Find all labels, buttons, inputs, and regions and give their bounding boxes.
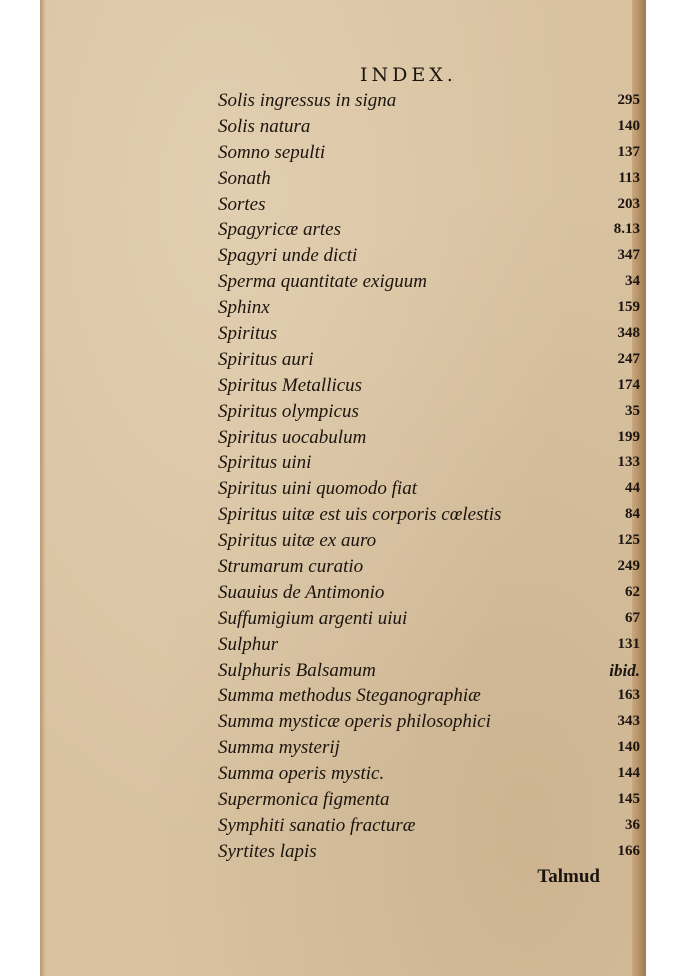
index-entry xyxy=(218,217,640,243)
index-entry xyxy=(218,554,640,580)
index-entry-page: 125 xyxy=(617,532,640,549)
index-entry xyxy=(218,450,640,476)
index-entry xyxy=(218,502,640,528)
index-entry xyxy=(218,140,640,166)
index-entry xyxy=(218,269,640,295)
index-entry-page: 137 xyxy=(617,143,640,160)
index-entry xyxy=(218,528,640,554)
index-entry-page: 159 xyxy=(617,299,640,316)
index-entry-term: Symphiti sanatio fracturæ xyxy=(218,814,416,836)
index-entry-term: Spagyri unde dicti xyxy=(218,245,358,267)
index-entry-term: Spiritus Metallicus xyxy=(218,374,363,396)
index-entry-term: Suauius de Antimonio xyxy=(218,581,385,603)
index-entry-page: 34 xyxy=(625,273,640,290)
index-entry-term: Supermonica figmenta xyxy=(218,789,390,811)
index-entry-page: 163 xyxy=(617,687,640,704)
index-entry-term: Sortes xyxy=(218,193,266,215)
index-entry xyxy=(218,399,640,425)
index-entry-term: Strumarum curatio xyxy=(218,556,364,578)
index-entry-term: Sphinx xyxy=(218,297,270,319)
index-entry-page: 133 xyxy=(617,454,640,471)
index-entry-term: Spiritus uini quomodo fiat xyxy=(218,478,417,500)
index-entry-page: 145 xyxy=(617,791,640,808)
index-entry xyxy=(218,88,640,114)
index-entry-page: 348 xyxy=(617,325,640,342)
index-entry xyxy=(218,347,640,373)
index-entry-page: 113 xyxy=(618,169,640,186)
index-entry-page: 67 xyxy=(625,609,640,626)
index-entry-page: 199 xyxy=(617,428,640,445)
index-entry-term: Spiritus uitæ est uis corporis cœlestis xyxy=(218,504,502,526)
index-entry-page: 44 xyxy=(625,480,640,497)
index-entry-term: Summa methodus Steganographiæ xyxy=(218,685,481,707)
index-entry-page: 84 xyxy=(625,506,640,523)
index-entry-term: Syrtites lapis xyxy=(218,840,317,862)
index-entry-page: 140 xyxy=(617,739,640,756)
index-entry-term: Summa operis mystic. xyxy=(218,763,385,785)
index-entry-term: Spiritus uocabulum xyxy=(218,426,367,448)
index-entry-term: Sonath xyxy=(218,167,271,189)
page-gutter-shadow xyxy=(40,0,46,976)
index-entry xyxy=(218,425,640,451)
index-entry-term: Summa mysticæ operis philosophici xyxy=(218,711,491,733)
index-entry xyxy=(218,321,640,347)
index-entry-term: Suffumigium argenti uiui xyxy=(218,607,408,629)
index-entry xyxy=(218,787,640,813)
index-entry-term: Spagyricæ artes xyxy=(218,219,341,241)
book-page xyxy=(40,0,646,976)
index-entry-page: 295 xyxy=(617,92,640,108)
index-entry xyxy=(218,813,640,839)
index-entry xyxy=(218,606,640,632)
index-entry xyxy=(218,735,640,761)
index-entry-term: Spiritus uitæ ex auro xyxy=(218,530,377,552)
index-entry-term: Spiritus olympicus xyxy=(218,400,359,422)
index-entry-term: Sulphuris Balsamum xyxy=(218,659,376,681)
index-entry-term: Solis natura xyxy=(218,115,311,137)
index-entry xyxy=(218,166,640,192)
index-entry-page: 35 xyxy=(625,402,640,419)
index-entry xyxy=(218,632,640,658)
index-entry xyxy=(218,658,640,684)
index-entry-term: Spiritus auri xyxy=(218,348,314,370)
index-entry-page: 247 xyxy=(617,350,640,367)
index-entry-term: Spiritus xyxy=(218,323,278,345)
index-entry xyxy=(218,114,640,140)
index-entry xyxy=(218,373,640,399)
page-heading: INDEX. xyxy=(360,64,457,86)
index-entry-page: 62 xyxy=(625,583,640,600)
index-entry xyxy=(218,839,640,865)
index-entry-page: 343 xyxy=(617,713,640,730)
index-entry xyxy=(218,192,640,218)
index-entry xyxy=(218,683,640,709)
index-entry-page: 144 xyxy=(617,765,640,782)
index-entry xyxy=(218,295,640,321)
index-entry-term: Summa mysterij xyxy=(218,737,340,759)
index-entry-term: Sulphur xyxy=(218,633,279,655)
index-entry xyxy=(218,476,640,502)
index-entry-term: Spiritus uini xyxy=(218,452,312,474)
index-entry-page: ibid. xyxy=(609,660,640,680)
catchword: Talmud xyxy=(537,866,600,887)
index-entry xyxy=(218,761,640,787)
index-entry xyxy=(218,709,640,735)
index-entry-page: 140 xyxy=(617,117,640,134)
index-entry-page: 174 xyxy=(617,376,640,393)
index-entry-page: 203 xyxy=(617,195,640,212)
index-entry-page: 249 xyxy=(617,558,640,575)
index-entry-term: Sperma quantitate exiguum xyxy=(218,271,427,293)
index-entry-list xyxy=(218,88,640,865)
index-entry-term: Somno sepulti xyxy=(218,141,326,163)
index-entry xyxy=(218,243,640,269)
index-entry-page: 347 xyxy=(617,247,640,264)
index-entry-page: 166 xyxy=(617,842,640,859)
index-entry-page: 36 xyxy=(625,816,640,833)
index-entry-term: Solis ingressus in signa xyxy=(218,90,397,111)
index-entry-page: 8.13 xyxy=(613,221,640,238)
index-entry xyxy=(218,580,640,606)
index-entry-page: 131 xyxy=(617,635,640,652)
